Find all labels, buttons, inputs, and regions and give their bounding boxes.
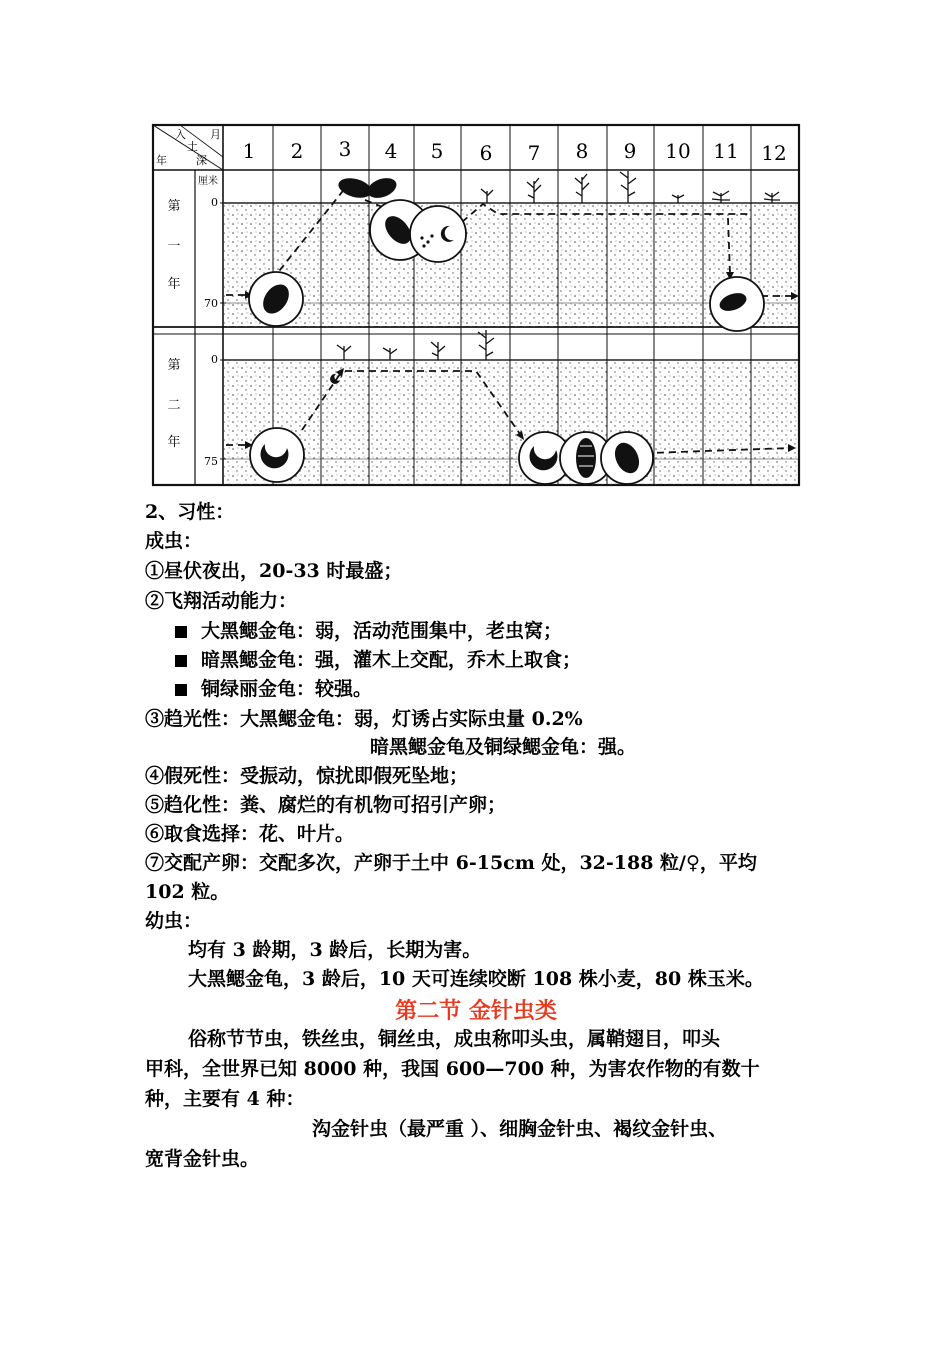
bullet-square-icon xyxy=(175,684,187,696)
depth-tick-75-year2: 75 xyxy=(204,455,218,468)
circle-larva-overwinter-2 xyxy=(250,428,304,482)
beetle-icon xyxy=(365,174,399,201)
month-label: 7 xyxy=(527,141,541,165)
month-label: 2 xyxy=(290,139,304,163)
month-label: 10 xyxy=(665,139,691,163)
habits-heading: 2、习性： xyxy=(145,501,235,523)
month-label: 6 xyxy=(479,141,493,165)
month-label: 8 xyxy=(575,139,589,163)
year2-label-char: 年 xyxy=(167,435,181,450)
egg-icon xyxy=(420,236,423,239)
species-list-line2: 宽背金针虫。 xyxy=(145,1148,260,1170)
pupa-icon xyxy=(576,438,596,478)
larva-item-2: 大黑鳃金龟，3 龄后，10 天可连续咬断 108 株小麦，80 株玉米。 xyxy=(188,968,764,990)
year1-label-char: 一 xyxy=(167,239,181,254)
habit-item-2: ②飞翔活动能力： xyxy=(145,590,298,612)
year2-label-char: 二 xyxy=(167,398,181,413)
corner-soil-label: 土 xyxy=(187,140,198,153)
plants-year-1 xyxy=(481,171,780,203)
year1-label-char: 第 xyxy=(167,199,181,214)
month-labels xyxy=(243,137,787,165)
bullet-square-icon xyxy=(175,626,187,638)
depth-tick-0-year1: 0 xyxy=(211,196,218,209)
habit-item-6: ⑥取食选择：花、叶片。 xyxy=(145,823,355,845)
habit-item-2c xyxy=(175,675,372,703)
month-label: 3 xyxy=(338,137,352,161)
month-label: 1 xyxy=(242,139,256,163)
month-label: 12 xyxy=(761,141,787,165)
month-label: 11 xyxy=(713,139,739,163)
beetle-icon xyxy=(336,175,374,201)
larva-heading: 幼虫： xyxy=(145,910,203,932)
bullet-square-icon xyxy=(175,655,187,667)
month-label: 5 xyxy=(430,139,444,163)
depth-tick-0-year2: 0 xyxy=(211,353,218,366)
habit-item-5: ⑤趋化性：粪、腐烂的有机物可招引产卵； xyxy=(145,794,507,816)
circle-egg-larva xyxy=(410,206,466,262)
habit-item-7-line1: ⑦交配产卵：交配多次，产卵于土中 6-15cm 处，32-188 粒/♀，平均 xyxy=(145,852,757,874)
section-title: 第二节 金针虫类 xyxy=(395,999,557,1024)
intro-paragraph-line2: 甲科，全世界已知 8000 种，我国 600—700 种，为害农作物的有数十 xyxy=(145,1058,760,1080)
life-cycle-figure xyxy=(150,122,802,490)
habit-item-1: ①昼伏夜出，20-33 时最盛； xyxy=(145,560,403,582)
habit-item-3: ③趋光性：大黑鳃金龟：弱，灯诱占实际虫量 0.2% xyxy=(145,708,583,730)
habit-item-2a-text: 大黑鳃金龟：弱，活动范围集中，老虫窝； xyxy=(201,620,563,642)
corner-year-label: 年 xyxy=(156,154,167,167)
habit-item-4: ④假死性：受振动，惊扰即假死坠地； xyxy=(145,765,469,787)
habit-item-2b-text: 暗黑鳃金龟：强，灌木上交配，乔木上取食； xyxy=(201,649,582,671)
larva-item-1: 均有 3 龄期，3 龄后，长期为害。 xyxy=(188,939,482,961)
habit-item-2a xyxy=(175,617,562,645)
habit-item-3b: 暗黑鳃金龟及铜绿鳃金龟：强。 xyxy=(370,736,637,758)
month-label: 9 xyxy=(623,139,637,163)
species-list-line1: 沟金针虫（最严重 ）、细胸金针虫、褐纹金针虫、 xyxy=(312,1118,728,1140)
month-label: 4 xyxy=(384,139,398,163)
intro-paragraph-line1: 俗称节节虫，铁丝虫，铜丝虫，成虫称叩头虫，属鞘翅目，叩头 xyxy=(188,1028,721,1050)
corner-enter-label: 入 xyxy=(175,128,186,141)
habit-item-2c-text: 铜绿丽金龟：较强。 xyxy=(201,678,373,700)
year1-label-char: 年 xyxy=(167,277,181,292)
adult-heading: 成虫： xyxy=(145,530,203,552)
depth-tick-70-year1: 70 xyxy=(204,297,218,310)
intro-paragraph-line3: 种，主要有 4 种： xyxy=(145,1088,305,1110)
depth-unit-label: 厘米 xyxy=(198,176,218,187)
year2-label-char: 第 xyxy=(167,358,181,373)
habit-item-7-line2: 102 粒。 xyxy=(145,881,230,903)
corner-depth-label: 深 xyxy=(196,154,207,167)
corner-month-label: 月 xyxy=(210,128,221,141)
habit-item-2b xyxy=(175,646,581,674)
